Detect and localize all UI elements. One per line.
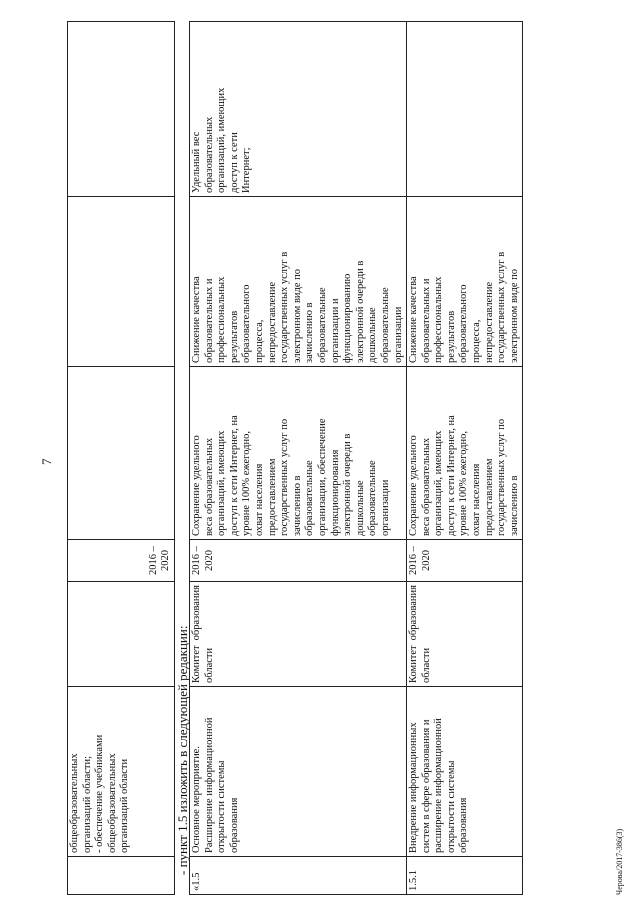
text-line: образования xyxy=(458,797,470,853)
term-cell xyxy=(68,540,175,582)
text-line: расширение информационной xyxy=(433,718,445,853)
executor-text: Комитет образования области xyxy=(408,585,432,683)
text-line: Снижение качества xyxy=(191,276,202,363)
text-line: электронной очереди в xyxy=(354,260,366,363)
text-line: Удельный вес xyxy=(191,131,202,193)
result-cell xyxy=(68,367,175,540)
text-line: открытости системы xyxy=(216,760,228,853)
text-line: результатов xyxy=(445,310,457,363)
text-line: веса образовательных xyxy=(203,437,215,536)
term-text: 2016 – 2020 xyxy=(191,546,215,575)
name-cell xyxy=(407,687,523,857)
measure-name xyxy=(408,690,471,853)
text-line: функционирования xyxy=(329,449,341,536)
text-line: образовательные xyxy=(367,460,379,536)
text-line: образовательных xyxy=(203,116,215,193)
text-line: профессиональных xyxy=(216,276,228,363)
text-line: государственных услуг по xyxy=(279,418,291,536)
document-footer: Черова/2017-386(3) xyxy=(615,828,624,895)
text-line: доступ к сети xyxy=(228,132,240,193)
term-text: 2016 – 2020 xyxy=(147,546,172,575)
text-line: образовательных и xyxy=(203,278,215,363)
text-line: образовательного xyxy=(241,284,253,363)
term-cell xyxy=(190,540,407,582)
text-line: веса образовательных xyxy=(420,437,432,536)
executor-cell xyxy=(407,582,523,687)
text-line: организаций области xyxy=(119,758,131,853)
text-line: организации xyxy=(392,306,404,363)
text-line: процесса, xyxy=(253,319,265,363)
result-cell xyxy=(190,367,407,540)
table-row xyxy=(407,22,523,895)
text-line: непредоставление xyxy=(483,281,495,363)
text-line: Снижение качества xyxy=(408,276,420,363)
text-line: организации, обеспечение xyxy=(316,418,328,536)
name-cell xyxy=(190,687,407,857)
text-line: образовательные xyxy=(379,287,391,363)
text-line: зачислению в xyxy=(508,475,520,536)
section-note: - пункт 1.5 изложить в следующей редакции: xyxy=(175,625,190,875)
term-cell xyxy=(407,540,523,582)
text-line: результатов xyxy=(228,310,240,363)
text-line: профессиональных xyxy=(433,276,445,363)
row-number: «1.5 xyxy=(191,872,202,891)
text-line: охват населения xyxy=(471,463,483,536)
measure-name xyxy=(191,690,241,853)
table-row xyxy=(190,22,407,895)
text-line: систем в сфере образования и xyxy=(420,719,432,853)
text-line: Основное мероприятие. xyxy=(191,746,202,853)
text-line: электронной очереди в xyxy=(342,433,354,536)
text-line: процесса, xyxy=(471,319,483,363)
text-line: образования xyxy=(228,797,240,853)
text-line: Расширение информационной xyxy=(203,717,215,853)
text-line: организации и xyxy=(329,298,341,363)
executor-cell xyxy=(68,582,175,687)
text-line: функционированию xyxy=(342,273,354,363)
indicator-text xyxy=(191,25,254,193)
text-line: охват населения xyxy=(253,463,265,536)
text-line: образовательного xyxy=(458,284,470,363)
continuation-table xyxy=(67,21,175,895)
text-line: государственных услуг в xyxy=(279,251,291,363)
text-line: образовательные xyxy=(304,460,316,536)
text-line: зачислению в xyxy=(304,302,316,363)
text-line: общеобразовательных xyxy=(69,753,80,853)
measures-text xyxy=(69,690,132,853)
num-cell xyxy=(68,857,175,895)
program-measures-table xyxy=(189,21,523,895)
text-line: - обеспечение учебниками xyxy=(94,734,106,853)
text-line: уровне 100% ежегодно, xyxy=(458,431,470,536)
text-line: открытости системы xyxy=(445,760,457,853)
executor-cell xyxy=(190,582,407,687)
text-line: Сохранение удельного xyxy=(191,435,202,536)
text-line: государственных услуг в xyxy=(496,251,508,363)
num-cell xyxy=(407,857,523,895)
indicator-cell xyxy=(407,22,523,197)
table-row xyxy=(68,22,175,895)
text-line: доступ к сети Интернет, на xyxy=(228,415,240,536)
num-cell xyxy=(190,857,407,895)
text-line: дошкольные xyxy=(367,307,379,363)
page-number: 7 xyxy=(39,458,54,465)
text-line: электронном виде по xyxy=(508,268,520,363)
expected-result xyxy=(191,370,393,536)
text-line: электронном виде по xyxy=(291,268,303,363)
text-line: организаций, имеющих xyxy=(433,430,445,536)
text-line: организаций области; xyxy=(81,755,93,853)
consequence-cell xyxy=(68,197,175,367)
text-line: уровне 100% ежегодно, xyxy=(241,431,253,536)
measures-cell xyxy=(68,687,175,857)
indicator-cell xyxy=(68,22,175,197)
text-line: непредоставление xyxy=(266,281,278,363)
result-cell xyxy=(407,367,523,540)
consequence-cell xyxy=(407,197,523,367)
text-line: предоставлением xyxy=(266,458,278,536)
text-line: организаций, имеющих xyxy=(216,430,228,536)
text-line: Сохранение удельного xyxy=(408,435,420,536)
text-line: зачислению в xyxy=(291,475,303,536)
text-line: образовательных и xyxy=(420,278,432,363)
text-line: дошкольные xyxy=(354,480,366,536)
text-line: Внедрение информационных xyxy=(408,722,420,853)
text-line: общеобразовательных xyxy=(106,753,118,853)
indicator-cell xyxy=(190,22,407,197)
expected-result xyxy=(408,370,521,536)
executor-text: Комитет образования области xyxy=(191,585,215,683)
text-line: доступ к сети Интернет, на xyxy=(445,415,457,536)
consequence-cell xyxy=(190,197,407,367)
text-line: Интернет; xyxy=(241,147,253,193)
term-text: 2016 – 2020 xyxy=(408,546,432,575)
text-line: образовательные xyxy=(316,287,328,363)
row-number: 1.5.1 xyxy=(408,870,420,891)
text-line: государственных услуг по xyxy=(496,418,508,536)
text-line: предоставлением xyxy=(483,458,495,536)
consequence-text xyxy=(408,200,521,363)
text-line: организаций, имеющих xyxy=(216,87,228,193)
text-line: организации xyxy=(379,479,391,536)
consequence-text xyxy=(191,200,405,363)
